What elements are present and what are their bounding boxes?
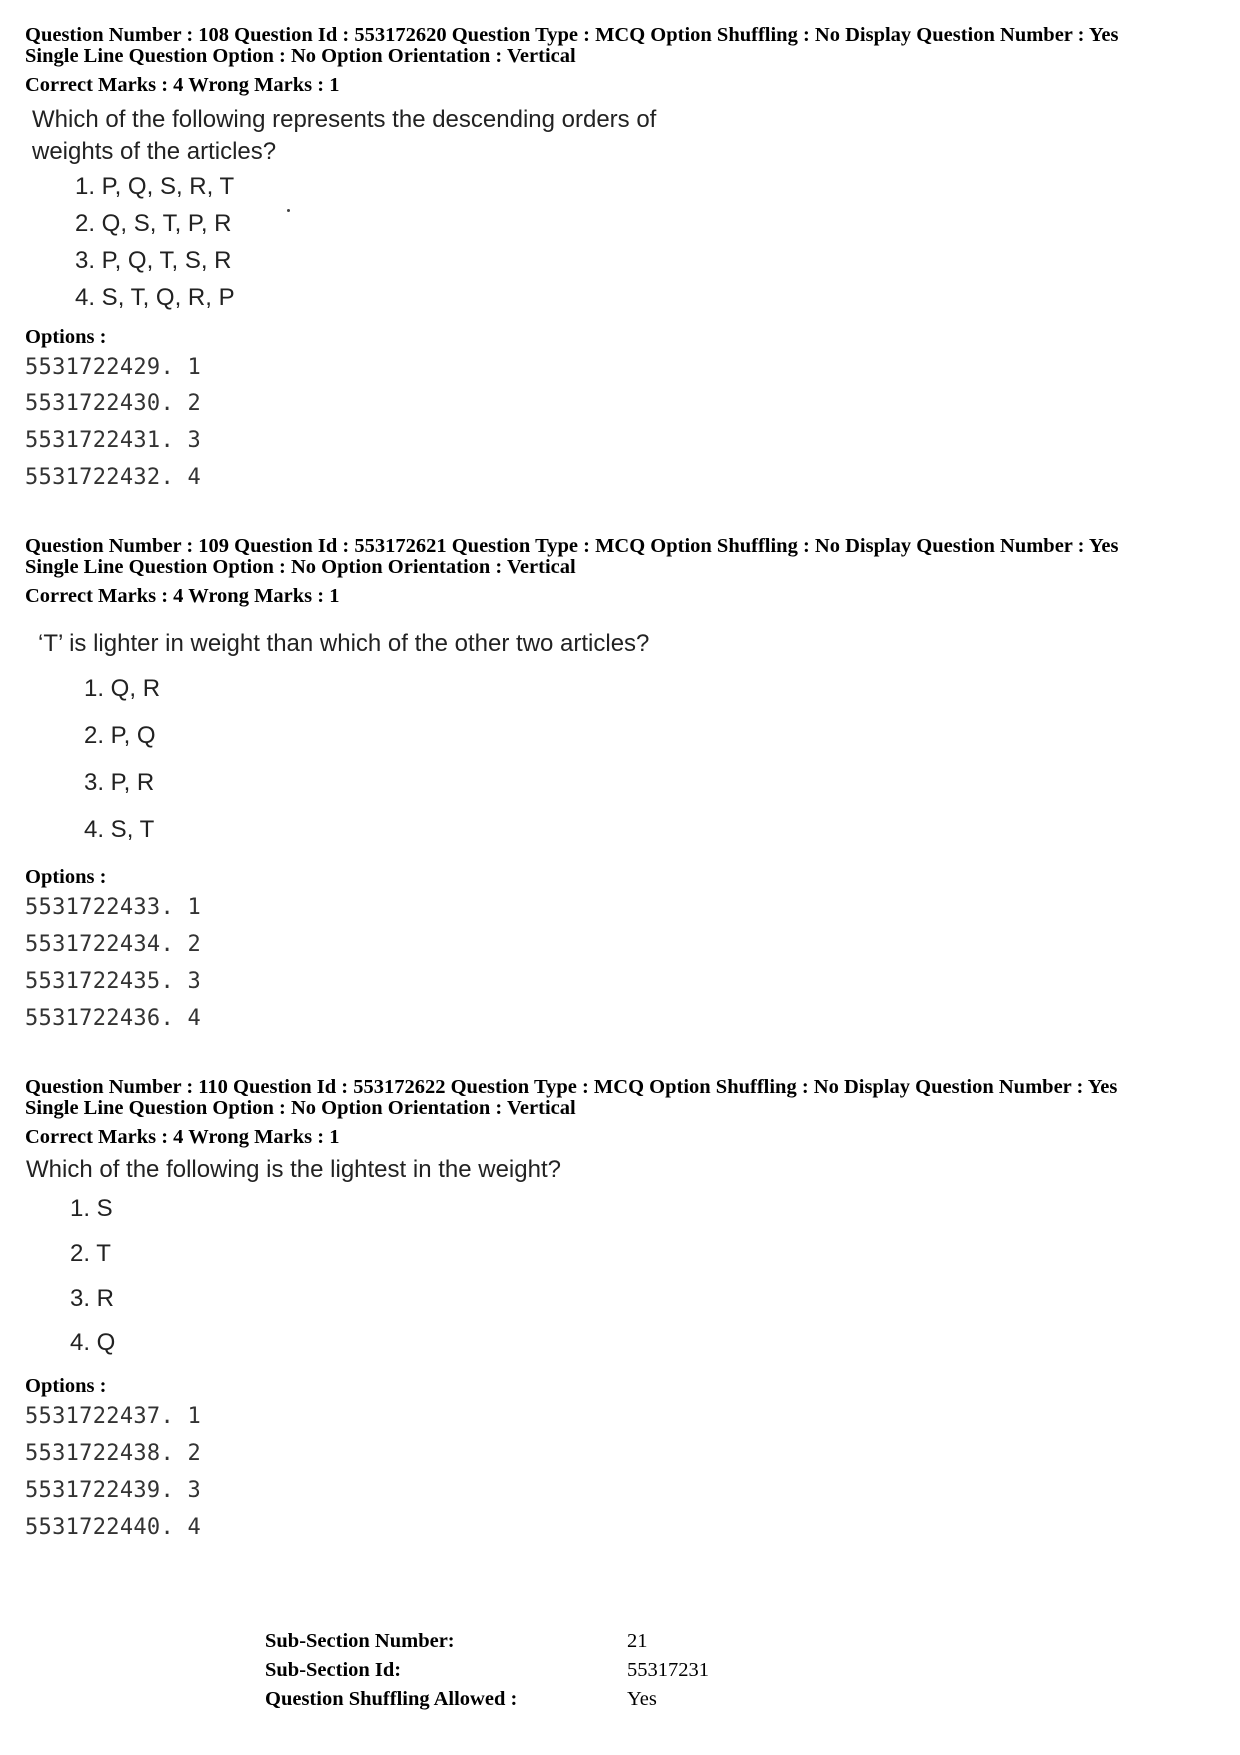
choice-item: 2. Q, S, T, P, R [75, 210, 232, 237]
question-text-line1: Which of the following represents the descending orders of [32, 106, 657, 133]
subsection-key: Question Shuffling Allowed : [265, 1688, 518, 1710]
question-meta-line2: Single Line Question Option : No Option Orientation : Vertical [25, 1097, 576, 1119]
choice-item: 1. Q, R [84, 675, 161, 702]
option-item: 5531722440. 4 [25, 1515, 202, 1540]
choice-item: 1. S [70, 1195, 113, 1222]
question-108-block [25, 25, 1225, 97]
question-text-line2: weights of the articles? [32, 138, 277, 165]
options-label: Options : [25, 1375, 107, 1397]
choice-item: 4. S, T [84, 816, 155, 843]
option-item: 5531722434. 2 [25, 932, 202, 957]
choice-item: 2. P, Q [84, 722, 156, 749]
choice-item: 3. P, R [84, 769, 155, 796]
stray-dot [287, 209, 290, 212]
choice-item: 3. R [70, 1285, 115, 1312]
choice-item: 3. P, Q, T, S, R [75, 247, 232, 274]
subsection-key: Sub-Section Number: [265, 1630, 455, 1652]
question-meta [25, 536, 1225, 578]
question-meta-line1: Question Number : 109 Question Id : 553172621 Question Type : MCQ Option Shuffling : No Display Question Number : Yes [25, 535, 1119, 557]
question-meta-line2: Single Line Question Option : No Option Orientation : Vertical [25, 45, 576, 67]
question-meta-line2: Single Line Question Option : No Option Orientation : Vertical [25, 556, 576, 578]
question-text-line1: ‘T’ is lighter in weight than which of the other two articles? [38, 630, 650, 657]
option-item: 5531722438. 2 [25, 1441, 202, 1466]
question-marks: Correct Marks : 4 Wrong Marks : 1 [25, 74, 340, 96]
option-item: 5531722439. 3 [25, 1478, 202, 1503]
option-item: 5531722430. 2 [25, 391, 202, 416]
question-meta [25, 1077, 1225, 1119]
option-item: 5531722435. 3 [25, 969, 202, 994]
option-item: 5531722431. 3 [25, 428, 202, 453]
options-label: Options : [25, 866, 107, 888]
question-meta [25, 25, 1225, 67]
options-label: Options : [25, 326, 107, 348]
question-marks: Correct Marks : 4 Wrong Marks : 1 [25, 1126, 340, 1148]
question-109-block [25, 536, 1225, 608]
subsection-value: Yes [627, 1688, 657, 1710]
choice-item: 2. T [70, 1240, 111, 1267]
choice-item: 4. S, T, Q, R, P [75, 284, 235, 311]
question-meta-line1: Question Number : 110 Question Id : 553172622 Question Type : MCQ Option Shuffling : No Display Question Number : Yes [25, 1076, 1118, 1098]
option-item: 5531722437. 1 [25, 1404, 202, 1429]
subsection-key: Sub-Section Id: [265, 1659, 402, 1681]
choice-item: 1. P, Q, S, R, T [75, 173, 235, 200]
option-item: 5531722433. 1 [25, 895, 202, 920]
option-item: 5531722432. 4 [25, 465, 202, 490]
option-item: 5531722436. 4 [25, 1006, 202, 1031]
option-item: 5531722429. 1 [25, 355, 202, 380]
subsection-value: 21 [627, 1630, 648, 1652]
subsection-value: 55317231 [627, 1659, 709, 1681]
question-meta-line1: Question Number : 108 Question Id : 553172620 Question Type : MCQ Option Shuffling : No Display Question Number : Yes [25, 24, 1119, 46]
question-text-line1: Which of the following is the lightest in the weight? [26, 1156, 561, 1183]
question-110-block [25, 1077, 1225, 1149]
question-marks: Correct Marks : 4 Wrong Marks : 1 [25, 585, 340, 607]
choice-item: 4. Q [70, 1329, 116, 1356]
